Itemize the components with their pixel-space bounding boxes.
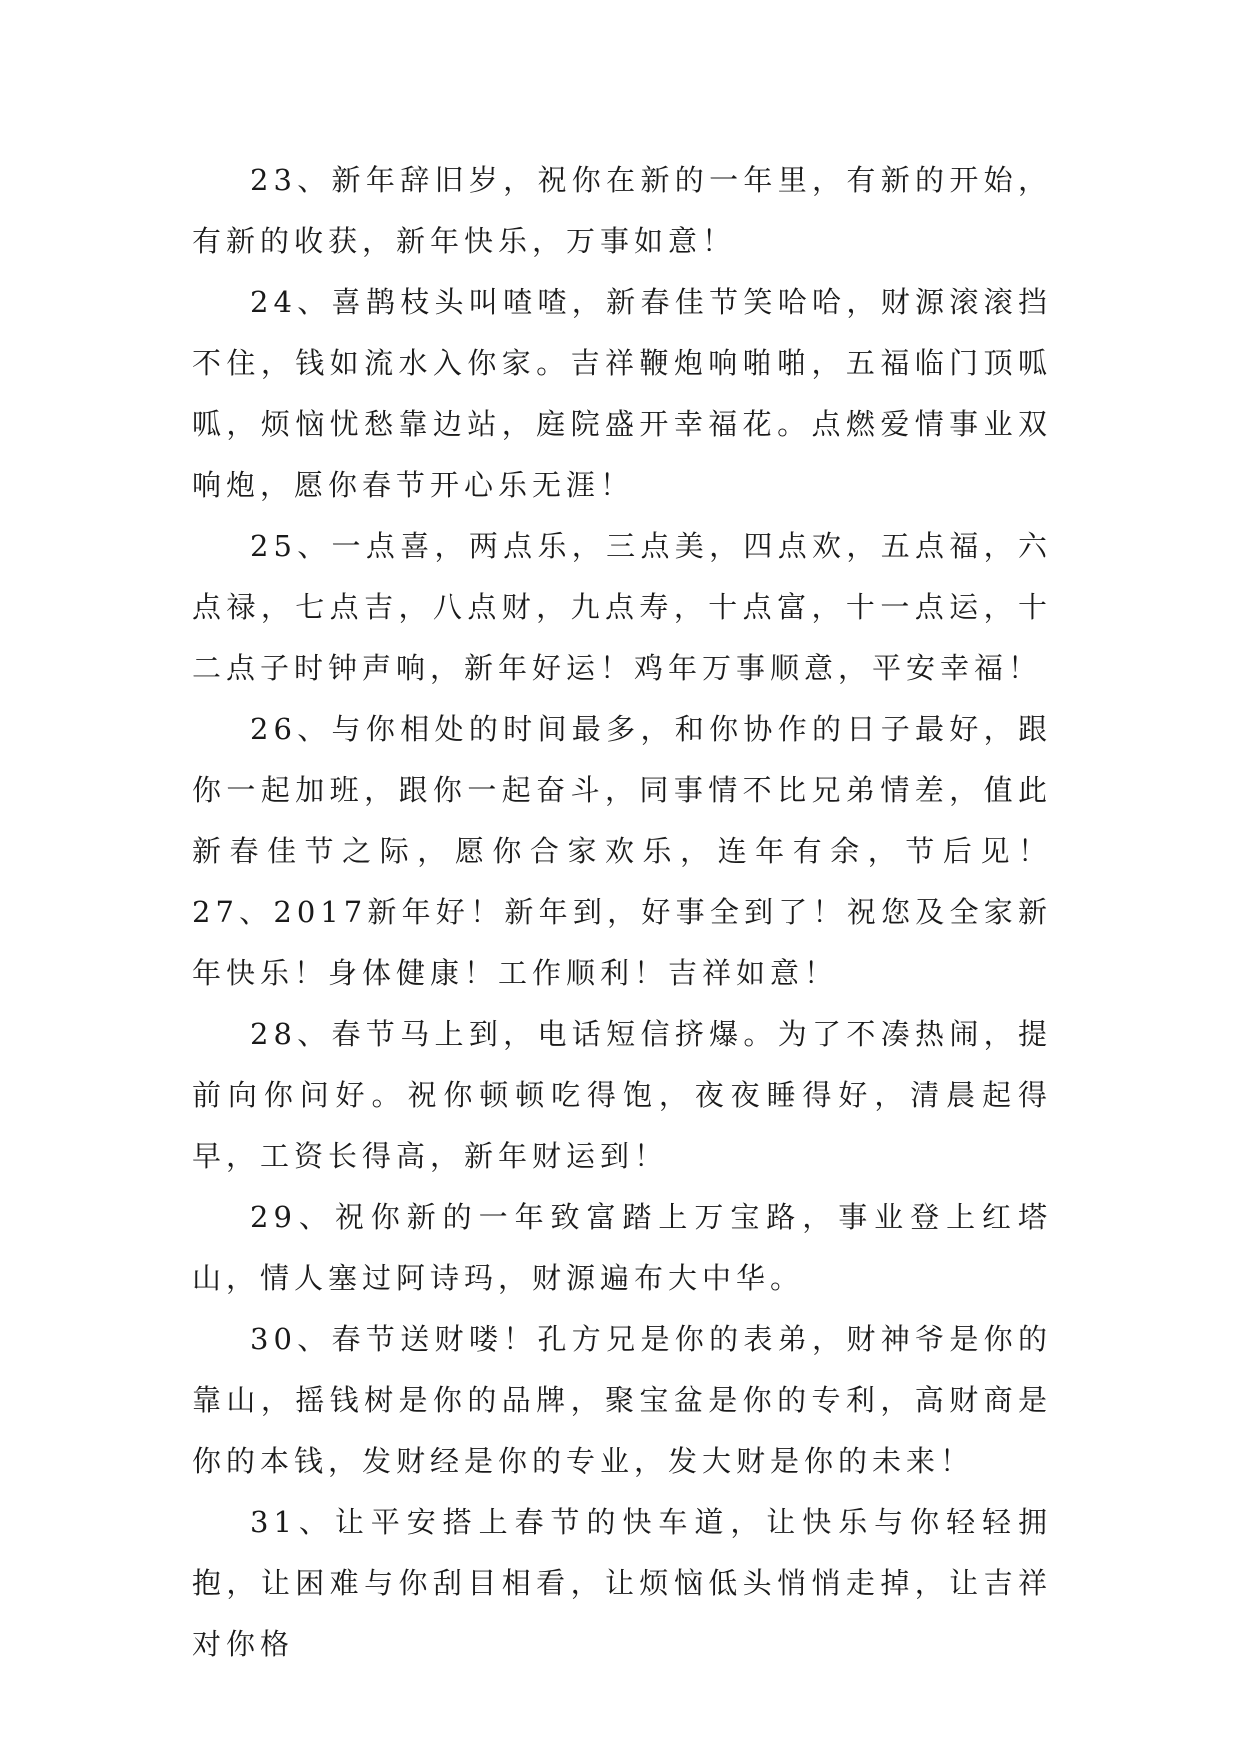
paragraph-28: 28、春节马上到，电话短信挤爆。为了不凑热闹，提前向你问好。祝你顿顿吃得饱，夜夜睡得好，清晨起得早，工资长得高，新年财运到！ (192, 1017, 1052, 1173)
paragraph-31: 31、让平安搭上春节的快车道，让快乐与你轻轻拥抱，让困难与你刮目相看，让烦恼低头悄悄走掉，让吉祥对你格 (192, 1505, 1052, 1661)
paragraph-23: 23、新年辞旧岁，祝你在新的一年里，有新的开始，有新的收获，新年快乐，万事如意！ (192, 163, 1052, 258)
document-page (192, 150, 1052, 1675)
paragraph-25: 25、一点喜，两点乐，三点美，四点欢，五点福，六点禄，七点吉，八点财，九点寿，十点富，十一点运，十二点子时钟声响，新年好运！鸡年万事顺意，平安幸福！ (192, 529, 1052, 685)
paragraph-29: 29、祝你新的一年致富踏上万宝路，事业登上红塔山，情人塞过阿诗玛，财源遍布大中华。 (192, 1200, 1052, 1295)
paragraph-24: 24、喜鹊枝头叫喳喳，新春佳节笑哈哈，财源滚滚挡不住，钱如流水入你家。吉祥鞭炮响啪啪，五福临门顶呱呱，烦恼忧愁靠边站，庭院盛开幸福花。点燃爱情事业双响炮，愿你春节开心乐无涯！ (192, 285, 1052, 502)
paragraph-26: 26、与你相处的时间最多，和你协作的日子最好，跟你一起加班，跟你一起奋斗，同事情不比兄弟情差，值此新春佳节之际，愿你合家欢乐，连年有余，节后见！27、2017新年好！新年到，好事全到了！祝您及全家新年快乐！身体健康！工作顺利！吉祥如意！ (192, 712, 1052, 990)
paragraph-30: 30、春节送财喽！孔方兄是你的表弟，财神爷是你的靠山，摇钱树是你的品牌，聚宝盆是你的专利，高财商是你的本钱，发财经是你的专业，发大财是你的未来！ (192, 1322, 1052, 1478)
